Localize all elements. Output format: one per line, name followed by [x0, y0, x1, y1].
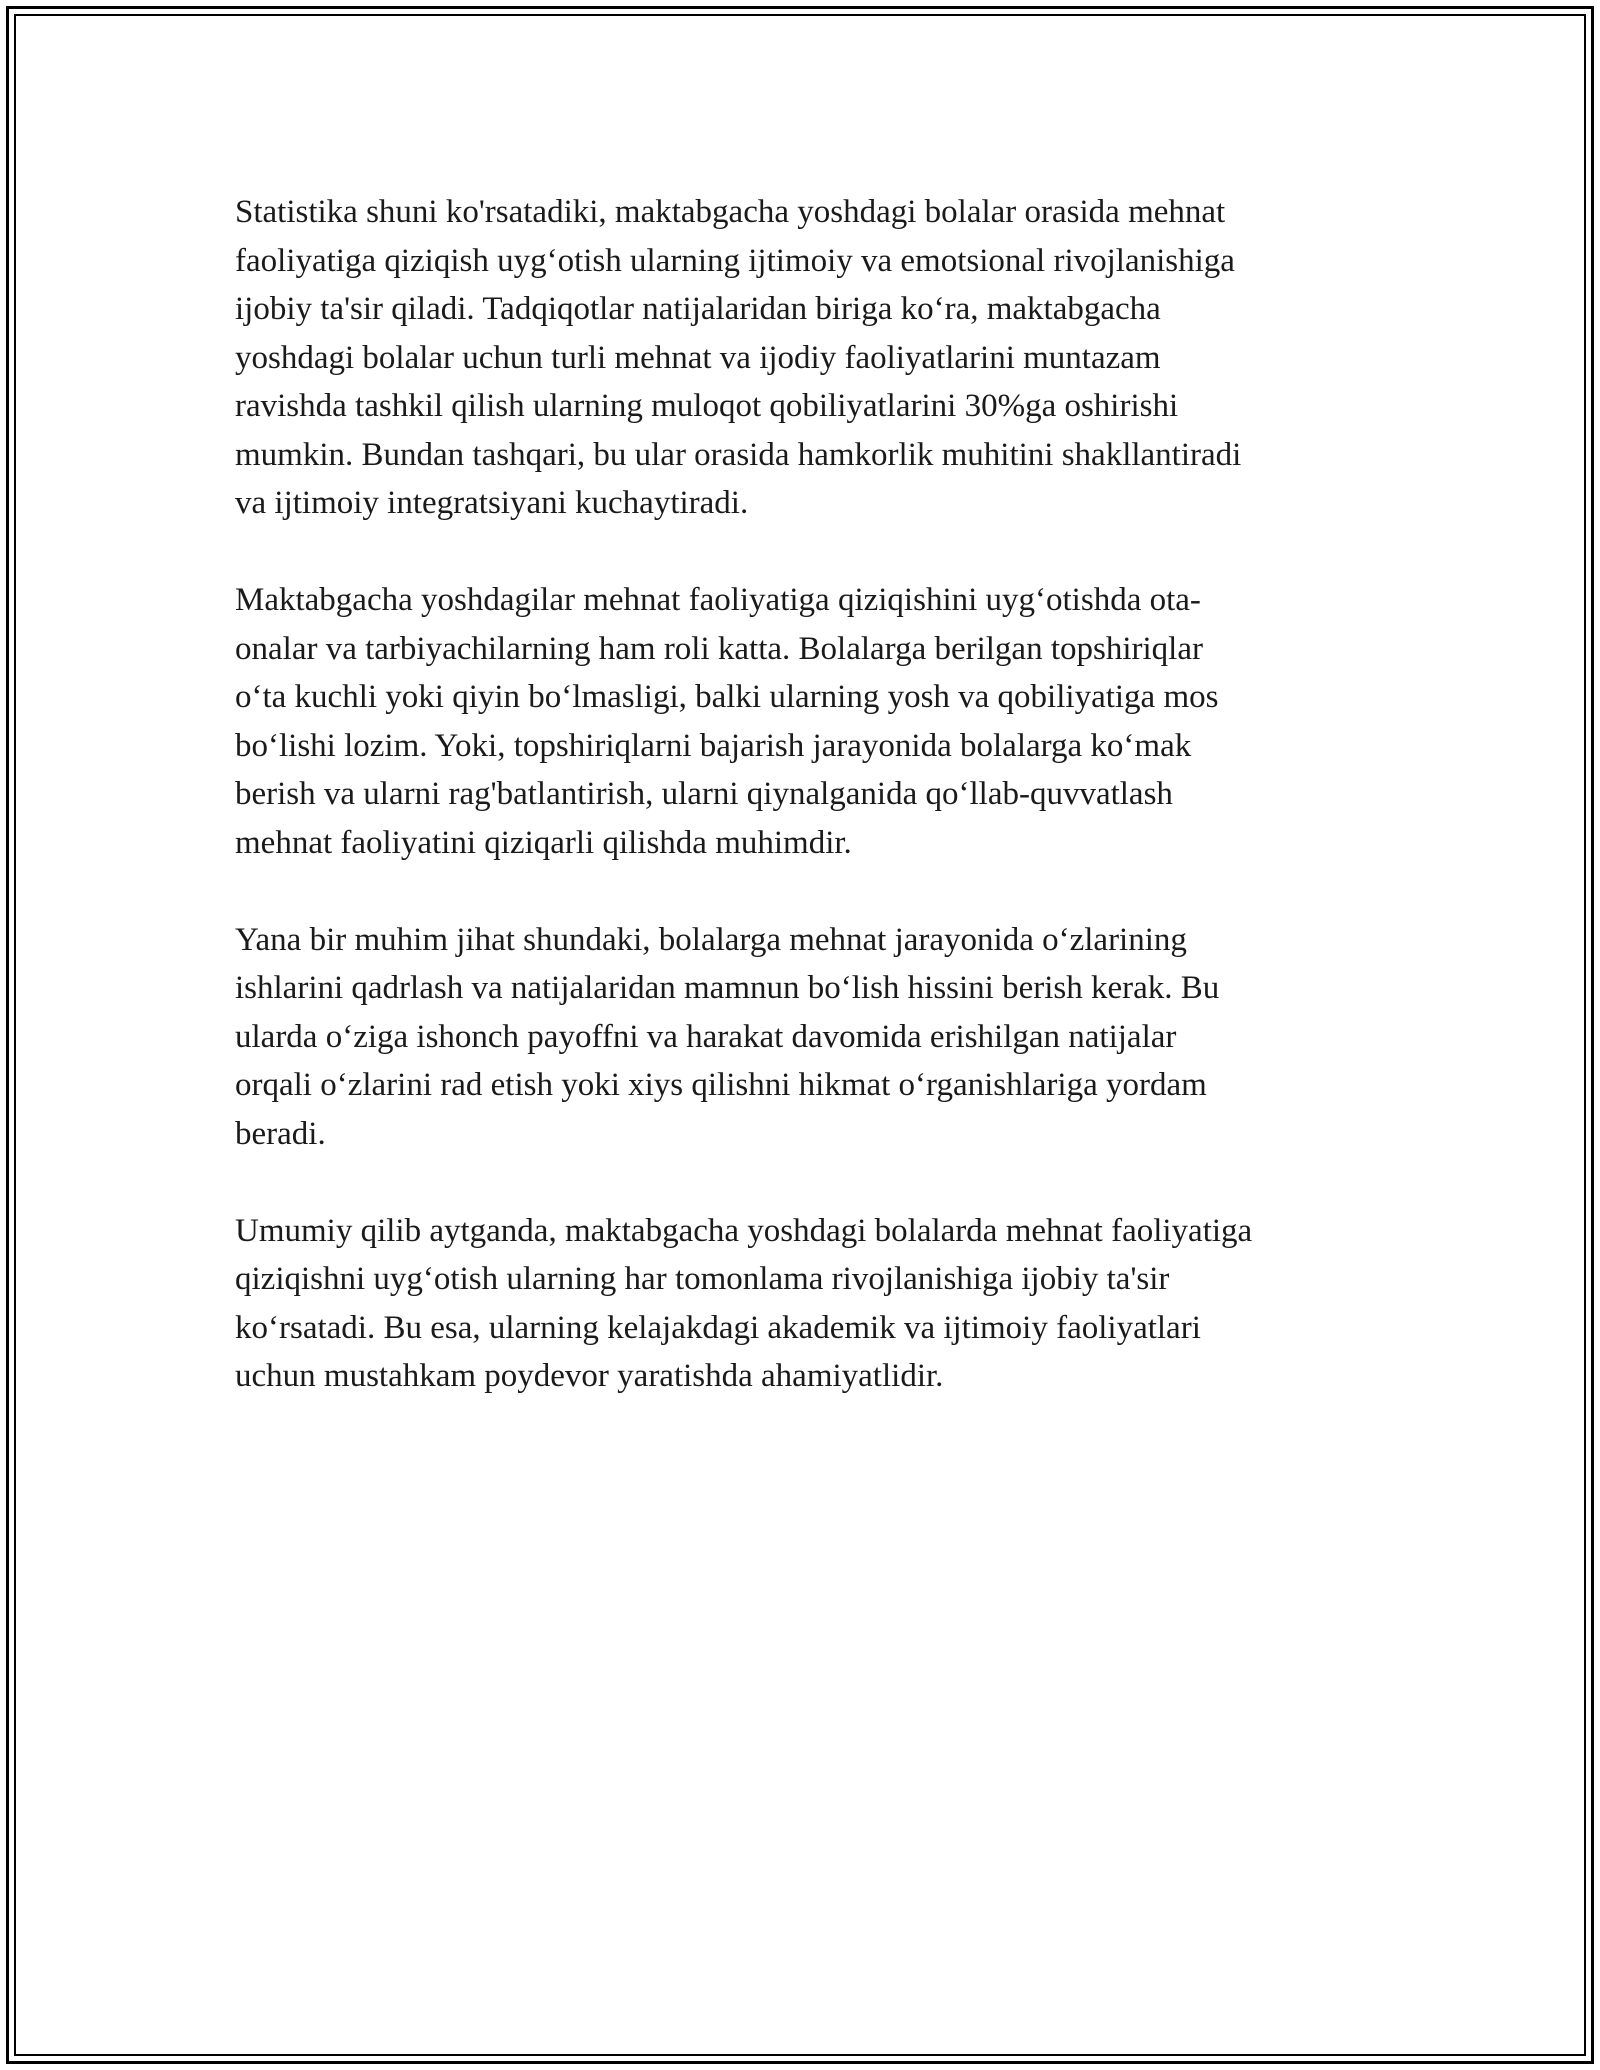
text-line: va ijtimoiy integratsiyani kuchaytiradi.	[235, 485, 749, 521]
text-line: qiziqishni uyg‘otish ularning har tomonlama rivojlanishiga ijobiy ta'sir	[235, 1261, 1170, 1297]
text-line: orqali o‘zlarini rad etish yoki xiys qilishni hikmat o‘rganishlariga yordam	[235, 1067, 1207, 1103]
text-line: yoshdagi bolalar uchun turli mehnat va ijodiy faoliyatlarini muntazam	[235, 339, 1161, 376]
document-body	[235, 188, 1385, 1449]
text-line: uchun mustahkam poydevor yaratishda ahamiyatlidir.	[235, 1358, 944, 1394]
paragraph-1	[235, 188, 1385, 528]
paragraph-3	[235, 916, 1385, 1159]
text-line: mumkin. Bundan tashqari, bu ular orasida hamkorlik muhitini shakllantiradi	[235, 436, 1242, 473]
paragraph-2	[235, 576, 1385, 867]
text-line: ishlarini qadrlash va natijalaridan mamnun bo‘lish hissini berish kerak. Bu	[235, 970, 1220, 1006]
text-line: mehnat faoliyatini qiziqarli qilishda muhimdir.	[235, 824, 852, 861]
text-line: onalar va tarbiyachilarning ham roli katta. Bolalarga berilgan topshiriqlar	[235, 630, 1203, 667]
text-line: ko‘rsatadi. Bu esa, ularning kelajakdagi akademik va ijtimoiy faoliyatlari	[235, 1309, 1201, 1346]
paragraph-4	[235, 1207, 1385, 1401]
text-line: beradi.	[235, 1115, 326, 1152]
text-line: faoliyatiga qiziqish uyg‘otish ularning ijtimoiy va emotsional rivojlanishiga	[235, 242, 1235, 279]
text-line: o‘ta kuchli yoki qiyin bo‘lmasligi, balki ularning yosh va qobiliyatiga mos	[235, 679, 1219, 715]
text-line: ijobiy ta'sir qiladi. Tadqiqotlar natijalaridan biriga ko‘ra, maktabgacha	[235, 291, 1161, 327]
text-line: berish va ularni rag'batlantirish, ularni qiynalganida qo‘llab-quvvatlash	[235, 776, 1173, 812]
text-line: ularda o‘ziga ishonch payoffni va harakat davomida erishilgan natijalar	[235, 1018, 1177, 1055]
text-line: Maktabgacha yoshdagilar mehnat faoliyatiga qiziqishini uyg‘otishda ota-	[235, 582, 1201, 618]
text-line: ravishda tashkil qilish ularning muloqot qobiliyatlarini 30%ga oshirishi	[235, 388, 1179, 424]
text-line: bo‘lishi lozim. Yoki, topshiriqlarni bajarish jarayonida bolalarga ko‘mak	[235, 727, 1192, 764]
text-line: Umumiy qilib aytganda, maktabgacha yoshdagi bolalarda mehnat faoliyatiga	[235, 1212, 1253, 1249]
text-line: Yana bir muhim jihat shundaki, bolalarga mehnat jarayonida o‘zlarining	[235, 921, 1187, 958]
text-line: Statistika shuni ko'rsatadiki, maktabgacha yoshdagi bolalar orasida mehnat	[235, 194, 1226, 230]
